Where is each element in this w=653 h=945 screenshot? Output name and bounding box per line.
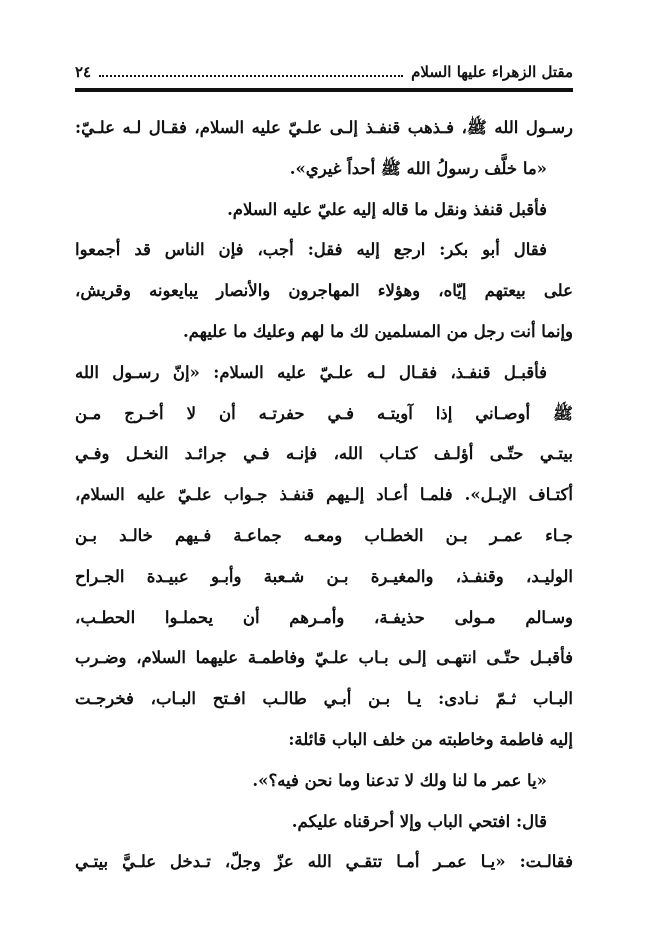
text-line-7: فأقبـل قنفـذ، فقـال لـه علـيّ عليه السلام: «إنّ رسـول الله	[75, 362, 547, 382]
text-line-11: جـاء عمـر بـن الخطـاب ومعـه جماعـة فـيهم خالـد بـن	[75, 525, 573, 545]
text-line-16: إليه فاطمة وخاطبته من خلف الباب قائلة:	[288, 729, 573, 749]
body-text	[75, 108, 573, 883]
page-number: ٢٤	[75, 63, 92, 81]
text-line-2: «ما خلَّف رسولُ الله ﷺ أحداً غيري».	[289, 158, 547, 178]
header-rule	[75, 88, 573, 92]
text-line-4: فقال أبو بكر: ارجع إليه فقل: أجب، فإن الناس قد أجمعوا	[75, 240, 547, 260]
text-line-1: رسـول الله ﷺ، فـذهب قنفـذ إلـى علـيّ عليه السلام، فقـال لـه علـيّ:	[75, 118, 573, 137]
text-line-12: الوليـد، وقنفـذ، والمغيـرة بـن شـعبة وأبـو عبيـدة الجـراح	[75, 566, 573, 586]
text-line-14: فأقبـل حتّـى انتهـى إلـى بـاب علـيّ وفاطمـة عليهما السلام، وضـرب	[75, 648, 573, 668]
text-line-13: وسـالم مـولى حذيفـة، وأمـرهم أن يحملـوا الحطـب،	[75, 607, 573, 627]
text-line-19: فقالـت: «يـا عمـر أمـا تتقـي الله عزّ وجلّ، تـدخل علـيَّ بيتـي	[75, 852, 573, 872]
text-line-5: على بيعتهم إيّاه، وهؤلاء المهاجرون والأنصار يبايعونه وقريش،	[75, 281, 573, 301]
text-line-10: أكتـاف الإبـل». فلمـا أعـاد إلـيهم قنفـذ جـواب علـيّ عليه السلام،	[75, 485, 573, 505]
text-line-17: «يا عمر ما لنا ولك لا تدعنا وما نحن فيه؟».	[252, 770, 547, 790]
text-line-18: قال: افتحي الباب وإلا أحرقناه عليكم.	[291, 811, 547, 831]
book-title: مقتل الزهراء عليها السلام	[411, 63, 573, 81]
text-line-15: البـاب ثـمّ نـادى: يـا بـن أبـي طالـب افـتح البـاب، فخرجـت	[75, 689, 573, 709]
text-line-8: ﷺ أوصـاني إذا آويتـه فـي حفرتـه أن لا أخـرج مـن	[75, 403, 573, 423]
running-header	[75, 60, 573, 84]
text-line-3: فأقبل قنفذ ونقل ما قاله إليه عليّ عليه السلام.	[227, 199, 547, 219]
text-line-9: بيتـي حتّـى أؤلـف كتـاب الله، فإنـه فـي جرائـد النخـل وفـي	[75, 444, 573, 464]
header-leader-dots	[99, 75, 403, 77]
text-line-6: وإنما أنت رجل من المسلمين لك ما لهم وعليك ما عليهم.	[182, 321, 573, 341]
